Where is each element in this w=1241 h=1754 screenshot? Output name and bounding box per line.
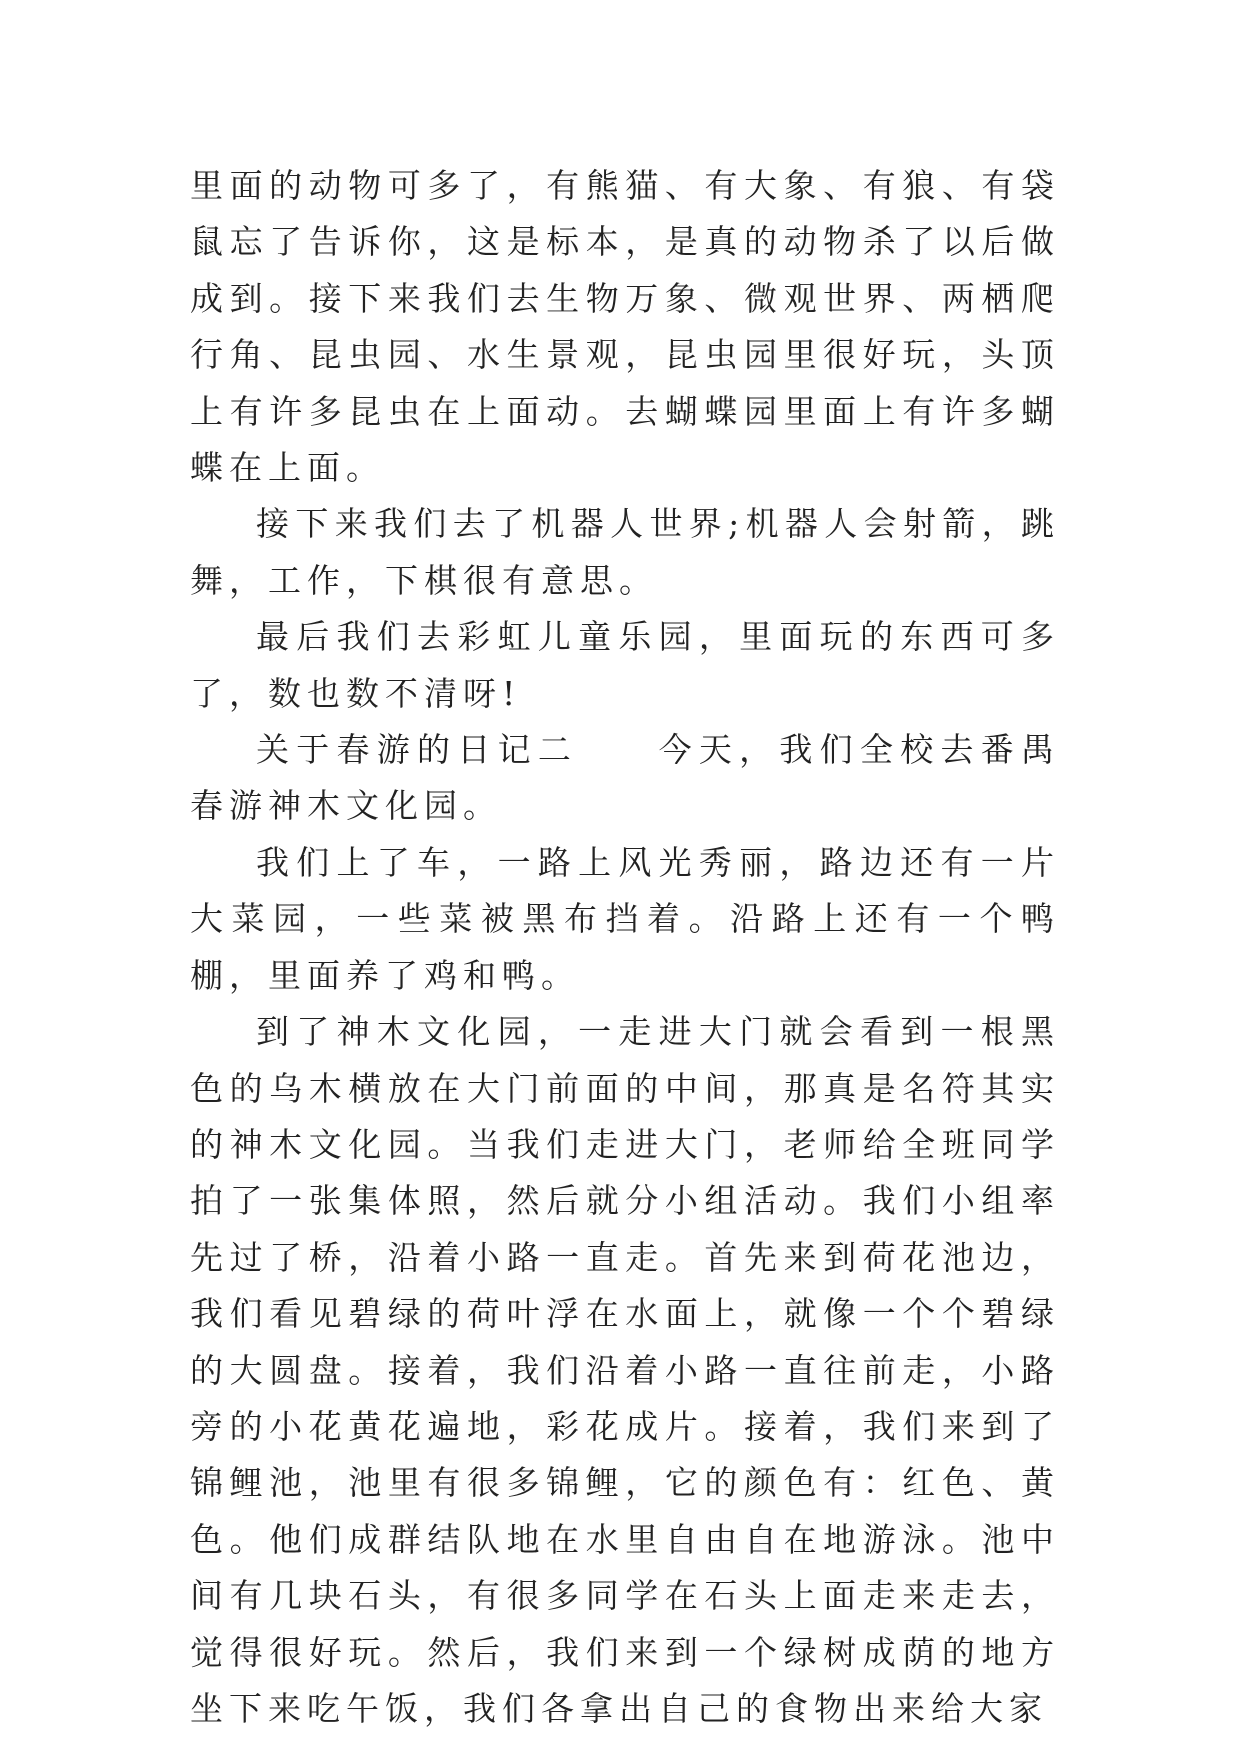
paragraph-1: 里面的动物可多了，有熊猫、有大象、有狼、有袋鼠忘了告诉你，这是标本，是真的动物杀了以后做成到。接下来我们去生物万象、微观世界、两栖爬行角、昆虫园、水生景观，昆虫园里很好玩，头顶上有许多昆虫在上面动。去蝴蝶园里面上有许多蝴蝶在上面。: [190, 166, 1060, 488]
paragraph-6: 到了神木文化园，一走进大门就会看到一根黑色的乌木横放在大门前面的中间，那真是名符其实的神木文化园。当我们走进大门，老师给全班同学拍了一张集体照，然后就分小组活动。我们小组率先过了桥，沿着小路一直走。首先来到荷花池边，我们看见碧绿的荷叶浮在水面上，就像一个个碧绿的大圆盘。接着，我们沿着小路一直往前走，小路旁的小花黄花遍地，彩花成片。接着，我们来到了锦鲤池，池里有很多锦鲤，它的颜色有：红色、黄色。他们成群结队地在水里自由自在地游泳。池中间有几块石头，有很多同学在石头上面走来走去，觉得很好玩。然后，我们来到一个绿树成荫的地方坐下来吃午饭，我们各拿出自己的食物出来给大家: [190, 1012, 1060, 1728]
paragraph-3: 最后我们去彩虹儿童乐园，里面玩的东西可多了，数也数不清呀!: [190, 617, 1060, 713]
document-body: [190, 158, 1060, 1737]
paragraph-4: 关于春游的日记二 今天，我们全校去番禺春游神木文化园。: [190, 730, 1060, 826]
paragraph-2: 接下来我们去了机器人世界;机器人会射箭，跳舞，工作，下棋很有意思。: [190, 504, 1060, 600]
paragraph-5: 我们上了车，一路上风光秀丽，路边还有一片大菜园，一些菜被黑布挡着。沿路上还有一个鸭棚，里面养了鸡和鸭。: [190, 842, 1060, 995]
